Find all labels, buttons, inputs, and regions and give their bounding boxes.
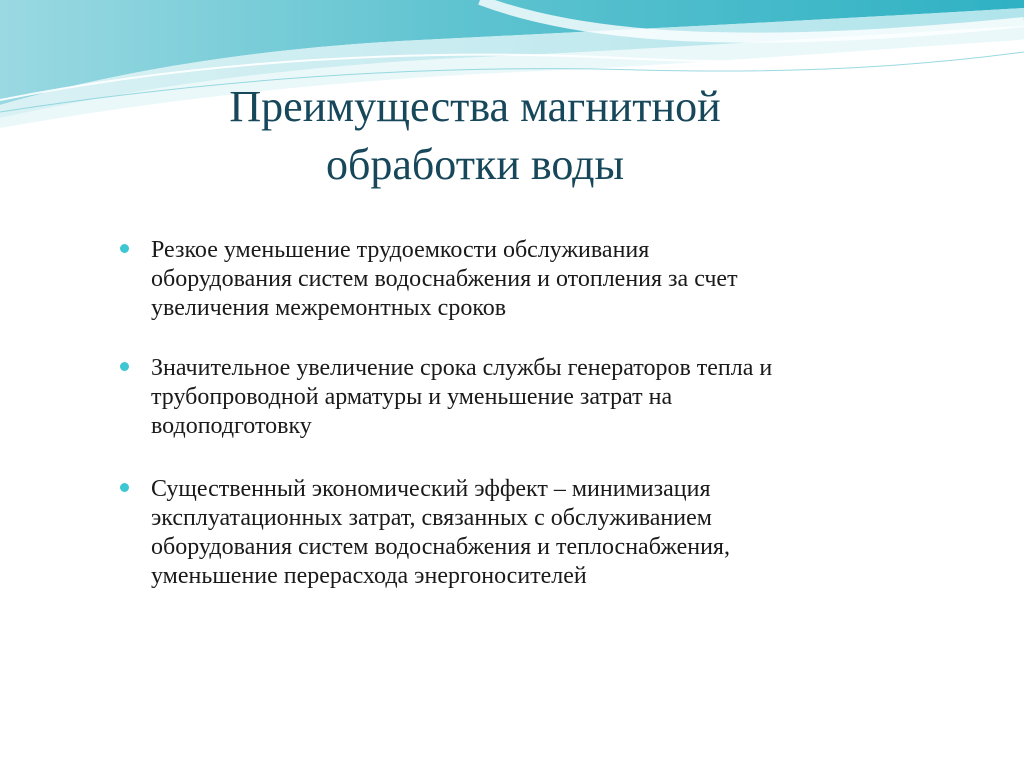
bullet-dot-icon <box>120 483 129 492</box>
bullet-item-1 <box>118 236 898 323</box>
bullet-item-3 <box>118 475 898 591</box>
bullet-line: увеличения межремонтных сроков <box>151 295 507 321</box>
bullet-line: Резкое уменьшение трудоемкости обслуживания <box>151 237 650 263</box>
bullet-line: эксплуатационных затрат, связанных с обслуживанием <box>151 505 712 531</box>
bullet-line: оборудования систем водоснабжения и теплоснабжения, <box>151 534 730 560</box>
bullet-dot-icon <box>120 362 129 371</box>
bullet-dot-icon <box>120 244 129 253</box>
bullet-item-2 <box>118 354 898 441</box>
bullet-line: Существенный экономический эффект – минимизация <box>151 476 711 502</box>
bullet-list <box>118 236 898 622</box>
bullet-text <box>151 354 898 441</box>
slide-title-line-2: обработки воды <box>325 140 625 189</box>
slide-title <box>150 78 800 194</box>
bullet-text <box>151 236 898 323</box>
bullet-line: трубопроводной арматуры и уменьшение затрат на <box>151 384 673 410</box>
bullet-text <box>151 475 898 591</box>
bullet-line: уменьшение перерасхода энергоносителей <box>151 563 587 589</box>
slide-title-line-1: Преимущества магнитной <box>229 82 721 131</box>
bullet-line: Значительное увеличение срока службы генераторов тепла и <box>151 355 773 381</box>
bullet-line: водоподготовку <box>151 413 312 439</box>
bullet-line: оборудования систем водоснабжения и отопления за счет <box>151 266 738 292</box>
